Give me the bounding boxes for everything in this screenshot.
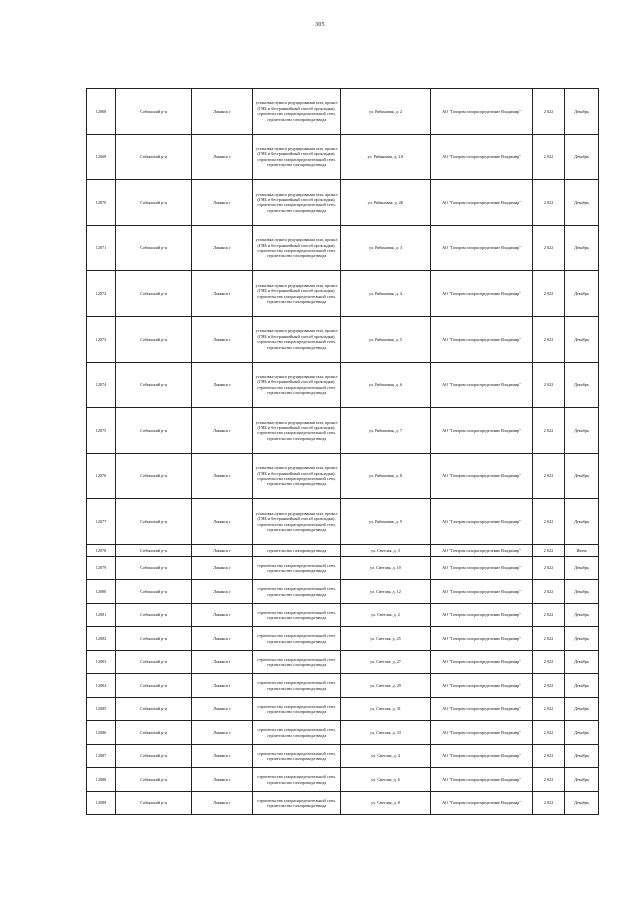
address-cell: ул. Рябиновая, д. 8 bbox=[341, 453, 431, 499]
organization-cell: АО "Газпром газораспределение Владимир" bbox=[431, 180, 533, 226]
row-number: 12068 bbox=[87, 89, 116, 135]
year-cell: 2 022 bbox=[533, 791, 565, 815]
organization-cell: АО "Газпром газораспределение Владимир" bbox=[431, 408, 533, 454]
work-description-cell: установка пункта редуцирования газа, прокол (ГНБ и бестраншейный способ прокладки), строительство газораспределительной сети, строительство газопровода-ввода bbox=[253, 316, 341, 362]
table-row bbox=[87, 453, 599, 499]
year-cell: 2 022 bbox=[533, 362, 565, 408]
month-cell: Декабрь bbox=[565, 744, 599, 768]
month-cell: Декабрь bbox=[565, 580, 599, 604]
row-number: 12084 bbox=[87, 674, 116, 698]
table-row bbox=[87, 499, 599, 545]
district-cell: Собинский р-н bbox=[116, 225, 192, 271]
row-number: 12075 bbox=[87, 408, 116, 454]
row-number: 12074 bbox=[87, 362, 116, 408]
row-number: 12085 bbox=[87, 697, 116, 721]
address-cell: ул. Светлая, д. 29 bbox=[341, 674, 431, 698]
locality-cell: Лакинск г bbox=[192, 674, 253, 698]
month-cell: Декабрь bbox=[565, 603, 599, 627]
organization-cell: АО "Газпром газораспределение Владимир" bbox=[431, 453, 533, 499]
locality-cell: Лакинск г bbox=[192, 499, 253, 545]
work-description-cell: строительство газопровода-ввода bbox=[253, 544, 341, 556]
locality-cell: Лакинск г bbox=[192, 225, 253, 271]
organization-cell: АО "Газпром газораспределение Владимир" bbox=[431, 791, 533, 815]
address-cell: ул. Рябиновая, д. 3 bbox=[341, 225, 431, 271]
table-row bbox=[87, 89, 599, 135]
year-cell: 2 022 bbox=[533, 408, 565, 454]
work-description-cell: установка пункта редуцирования газа, прокол (ГНБ и бестраншейный способ прокладки), строительство газораспределительной сети, строительство газопровода-ввода bbox=[253, 408, 341, 454]
district-cell: Собинский р-н bbox=[116, 650, 192, 674]
locality-cell: Лакинск г bbox=[192, 627, 253, 651]
address-cell: ул. Светлая, д. 31 bbox=[341, 697, 431, 721]
district-cell: Собинский р-н bbox=[116, 697, 192, 721]
month-cell: Декабрь bbox=[565, 408, 599, 454]
district-cell: Собинский р-н bbox=[116, 362, 192, 408]
organization-cell: АО "Газпром газораспределение Владимир" bbox=[431, 499, 533, 545]
organization-cell: АО "Газпром газораспределение Владимир" bbox=[431, 316, 533, 362]
locality-cell: Лакинск г bbox=[192, 544, 253, 556]
district-cell: Собинский р-н bbox=[116, 603, 192, 627]
table-row bbox=[87, 721, 599, 745]
locality-cell: Лакинск г bbox=[192, 408, 253, 454]
district-cell: Собинский р-н bbox=[116, 271, 192, 317]
year-cell: 2 022 bbox=[533, 180, 565, 226]
district-cell: Собинский р-н bbox=[116, 499, 192, 545]
year-cell: 2 022 bbox=[533, 316, 565, 362]
month-cell: Декабрь bbox=[565, 721, 599, 745]
year-cell: 2 022 bbox=[533, 721, 565, 745]
locality-cell: Лакинск г bbox=[192, 271, 253, 317]
row-number: 12087 bbox=[87, 744, 116, 768]
district-cell: Собинский р-н bbox=[116, 627, 192, 651]
month-cell: Июль bbox=[565, 544, 599, 556]
table-row bbox=[87, 225, 599, 271]
table-row bbox=[87, 544, 599, 556]
year-cell: 2 022 bbox=[533, 674, 565, 698]
locality-cell: Лакинск г bbox=[192, 316, 253, 362]
locality-cell: Лакинск г bbox=[192, 134, 253, 180]
table-row bbox=[87, 134, 599, 180]
month-cell: Декабрь bbox=[565, 768, 599, 792]
month-cell: Декабрь bbox=[565, 316, 599, 362]
table-row bbox=[87, 791, 599, 815]
month-cell: Декабрь bbox=[565, 180, 599, 226]
month-cell: Декабрь bbox=[565, 791, 599, 815]
district-cell: Собинский р-н bbox=[116, 791, 192, 815]
address-cell: ул. Рябиновая, д. 9 bbox=[341, 499, 431, 545]
year-cell: 2 022 bbox=[533, 134, 565, 180]
month-cell: Декабрь bbox=[565, 362, 599, 408]
month-cell: Декабрь bbox=[565, 674, 599, 698]
work-description-cell: установка пункта редуцирования газа, прокол (ГНБ и бестраншейный способ прокладки), строительство газораспределительной сети, строительство газопровода-ввода bbox=[253, 499, 341, 545]
year-cell: 2 022 bbox=[533, 453, 565, 499]
address-cell: ул. Светлая, д. 33 bbox=[341, 721, 431, 745]
locality-cell: Лакинск г bbox=[192, 697, 253, 721]
district-cell: Собинский р-н bbox=[116, 768, 192, 792]
address-cell: ул. Светлая, д. 12 bbox=[341, 580, 431, 604]
organization-cell: АО "Газпром газораспределение Владимир" bbox=[431, 89, 533, 135]
table-row bbox=[87, 271, 599, 317]
year-cell: 2 022 bbox=[533, 768, 565, 792]
row-number: 12088 bbox=[87, 768, 116, 792]
gasification-schedule-table bbox=[86, 88, 599, 815]
table-body bbox=[87, 89, 599, 815]
year-cell: 2 022 bbox=[533, 89, 565, 135]
district-cell: Собинский р-н bbox=[116, 453, 192, 499]
organization-cell: АО "Газпром газораспределение Владимир" bbox=[431, 768, 533, 792]
locality-cell: Лакинск г bbox=[192, 556, 253, 580]
month-cell: Декабрь bbox=[565, 556, 599, 580]
work-description-cell: установка пункта редуцирования газа, прокол (ГНБ и бестраншейный способ прокладки), строительство газораспределительной сети, строительство газопровода-ввода bbox=[253, 362, 341, 408]
row-number: 12086 bbox=[87, 721, 116, 745]
locality-cell: Лакинск г bbox=[192, 768, 253, 792]
work-description-cell: установка пункта редуцирования газа, прокол (ГНБ и бестраншейный способ прокладки), строительство газораспределительной сети, строительство газопровода-ввода bbox=[253, 453, 341, 499]
row-number: 12077 bbox=[87, 499, 116, 545]
work-description-cell: строительство газораспределительной сети, строительство газопровода-ввода bbox=[253, 580, 341, 604]
address-cell: ул. Светлая, д. 27 bbox=[341, 650, 431, 674]
organization-cell: АО "Газпром газораспределение Владимир" bbox=[431, 603, 533, 627]
table-row bbox=[87, 180, 599, 226]
table-row bbox=[87, 408, 599, 454]
organization-cell: АО "Газпром газораспределение Владимир" bbox=[431, 744, 533, 768]
address-cell: ул. Рябиновая, д. 7 bbox=[341, 408, 431, 454]
row-number: 12079 bbox=[87, 556, 116, 580]
district-cell: Собинский р-н bbox=[116, 744, 192, 768]
address-cell: ул. Светлая, д. 8 bbox=[341, 791, 431, 815]
month-cell: Декабрь bbox=[565, 650, 599, 674]
organization-cell: АО "Газпром газораспределение Владимир" bbox=[431, 674, 533, 698]
locality-cell: Лакинск г bbox=[192, 791, 253, 815]
address-cell: ул. Светлая, д. 2 bbox=[341, 603, 431, 627]
table-row bbox=[87, 768, 599, 792]
table-row bbox=[87, 674, 599, 698]
address-cell: ул. Рябиновая, д. 2 bbox=[341, 89, 431, 135]
district-cell: Собинский р-н bbox=[116, 316, 192, 362]
district-cell: Собинский р-н bbox=[116, 556, 192, 580]
work-description-cell: строительство газораспределительной сети, строительство газопровода-ввода bbox=[253, 744, 341, 768]
address-cell: ул. Светлая, д. 25 bbox=[341, 627, 431, 651]
organization-cell: АО "Газпром газораспределение Владимир" bbox=[431, 134, 533, 180]
locality-cell: Лакинск г bbox=[192, 453, 253, 499]
work-description-cell: установка пункта редуцирования газа, прокол (ГНБ и бестраншейный способ прокладки), строительство газораспределительной сети, строительство газопровода-ввода bbox=[253, 89, 341, 135]
address-cell: ул. Рябиновая, д. 5 bbox=[341, 316, 431, 362]
row-number: 12070 bbox=[87, 180, 116, 226]
organization-cell: АО "Газпром газораспределение Владимир" bbox=[431, 721, 533, 745]
work-description-cell: установка пункта редуцирования газа, прокол (ГНБ и бестраншейный способ прокладки), строительство газораспределительной сети, строительство газопровода-ввода bbox=[253, 225, 341, 271]
month-cell: Декабрь bbox=[565, 697, 599, 721]
address-cell: ул. Рябиновая, д. 2А bbox=[341, 134, 431, 180]
organization-cell: АО "Газпром газораспределение Владимир" bbox=[431, 271, 533, 317]
address-cell: ул. Светлая, д. 10 bbox=[341, 556, 431, 580]
table-row bbox=[87, 697, 599, 721]
month-cell: Декабрь bbox=[565, 89, 599, 135]
work-description-cell: строительство газораспределительной сети, строительство газопровода-ввода bbox=[253, 721, 341, 745]
district-cell: Собинский р-н bbox=[116, 674, 192, 698]
year-cell: 2 022 bbox=[533, 271, 565, 317]
address-cell: ул. Светлая, д. 3 bbox=[341, 544, 431, 556]
work-description-cell: строительство газораспределительной сети, строительство газопровода-ввода bbox=[253, 650, 341, 674]
year-cell: 2 022 bbox=[533, 650, 565, 674]
locality-cell: Лакинск г bbox=[192, 180, 253, 226]
month-cell: Декабрь bbox=[565, 271, 599, 317]
row-number: 12078 bbox=[87, 544, 116, 556]
locality-cell: Лакинск г bbox=[192, 650, 253, 674]
table-row bbox=[87, 603, 599, 627]
table-row bbox=[87, 362, 599, 408]
table-row bbox=[87, 580, 599, 604]
organization-cell: АО "Газпром газораспределение Владимир" bbox=[431, 544, 533, 556]
address-cell: ул. Светлая, д. 4 bbox=[341, 744, 431, 768]
year-cell: 2 022 bbox=[533, 556, 565, 580]
address-cell: ул. Рябиновая, д. 2Б bbox=[341, 180, 431, 226]
year-cell: 2 022 bbox=[533, 499, 565, 545]
organization-cell: АО "Газпром газораспределение Владимир" bbox=[431, 556, 533, 580]
year-cell: 2 022 bbox=[533, 697, 565, 721]
row-number: 12089 bbox=[87, 791, 116, 815]
row-number: 12071 bbox=[87, 225, 116, 271]
district-cell: Собинский р-н bbox=[116, 134, 192, 180]
organization-cell: АО "Газпром газораспределение Владимир" bbox=[431, 650, 533, 674]
row-number: 12080 bbox=[87, 580, 116, 604]
row-number: 12076 bbox=[87, 453, 116, 499]
locality-cell: Лакинск г bbox=[192, 89, 253, 135]
work-description-cell: строительство газораспределительной сети, строительство газопровода-ввода bbox=[253, 791, 341, 815]
month-cell: Декабрь bbox=[565, 627, 599, 651]
work-description-cell: строительство газораспределительной сети, строительство газопровода-ввода bbox=[253, 556, 341, 580]
year-cell: 2 022 bbox=[533, 603, 565, 627]
organization-cell: АО "Газпром газораспределение Владимир" bbox=[431, 362, 533, 408]
month-cell: Декабрь bbox=[565, 499, 599, 545]
work-description-cell: строительство газораспределительной сети, строительство газопровода-ввода bbox=[253, 627, 341, 651]
organization-cell: АО "Газпром газораспределение Владимир" bbox=[431, 697, 533, 721]
work-description-cell: строительство газораспределительной сети, строительство газопровода-ввода bbox=[253, 603, 341, 627]
row-number: 12082 bbox=[87, 627, 116, 651]
organization-cell: АО "Газпром газораспределение Владимир" bbox=[431, 225, 533, 271]
year-cell: 2 022 bbox=[533, 580, 565, 604]
row-number: 12073 bbox=[87, 316, 116, 362]
table-row bbox=[87, 556, 599, 580]
organization-cell: АО "Газпром газораспределение Владимир" bbox=[431, 580, 533, 604]
month-cell: Декабрь bbox=[565, 225, 599, 271]
table-row bbox=[87, 316, 599, 362]
year-cell: 2 022 bbox=[533, 544, 565, 556]
year-cell: 2 022 bbox=[533, 627, 565, 651]
district-cell: Собинский р-н bbox=[116, 180, 192, 226]
row-number: 12083 bbox=[87, 650, 116, 674]
locality-cell: Лакинск г bbox=[192, 721, 253, 745]
month-cell: Декабрь bbox=[565, 134, 599, 180]
table-row bbox=[87, 627, 599, 651]
year-cell: 2 022 bbox=[533, 225, 565, 271]
table-row bbox=[87, 744, 599, 768]
locality-cell: Лакинск г bbox=[192, 603, 253, 627]
work-description-cell: строительство газораспределительной сети, строительство газопровода-ввода bbox=[253, 768, 341, 792]
locality-cell: Лакинск г bbox=[192, 744, 253, 768]
district-cell: Собинский р-н bbox=[116, 544, 192, 556]
address-cell: ул. Светлая, д. 6 bbox=[341, 768, 431, 792]
work-description-cell: установка пункта редуцирования газа, прокол (ГНБ и бестраншейный способ прокладки), строительство газораспределительной сети, строительство газопровода-ввода bbox=[253, 271, 341, 317]
row-number: 12081 bbox=[87, 603, 116, 627]
month-cell: Декабрь bbox=[565, 453, 599, 499]
work-description-cell: строительство газораспределительной сети, строительство газопровода-ввода bbox=[253, 674, 341, 698]
district-cell: Собинский р-н bbox=[116, 721, 192, 745]
row-number: 12072 bbox=[87, 271, 116, 317]
year-cell: 2 022 bbox=[533, 744, 565, 768]
row-number: 12069 bbox=[87, 134, 116, 180]
locality-cell: Лакинск г bbox=[192, 362, 253, 408]
district-cell: Собинский р-н bbox=[116, 89, 192, 135]
locality-cell: Лакинск г bbox=[192, 580, 253, 604]
address-cell: ул. Рябиновая, д. 6 bbox=[341, 362, 431, 408]
district-cell: Собинский р-н bbox=[116, 580, 192, 604]
address-cell: ул. Рябиновая, д. 4 bbox=[341, 271, 431, 317]
page-number: 305 bbox=[315, 22, 325, 28]
organization-cell: АО "Газпром газораспределение Владимир" bbox=[431, 627, 533, 651]
work-description-cell: установка пункта редуцирования газа, прокол (ГНБ и бестраншейный способ прокладки), строительство газораспределительной сети, строительство газопровода-ввода bbox=[253, 134, 341, 180]
district-cell: Собинский р-н bbox=[116, 408, 192, 454]
work-description-cell: строительство газораспределительной сети, строительство газопровода-ввода bbox=[253, 697, 341, 721]
table-row bbox=[87, 650, 599, 674]
work-description-cell: установка пункта редуцирования газа, прокол (ГНБ и бестраншейный способ прокладки), строительство газораспределительной сети, строительство газопровода-ввода bbox=[253, 180, 341, 226]
